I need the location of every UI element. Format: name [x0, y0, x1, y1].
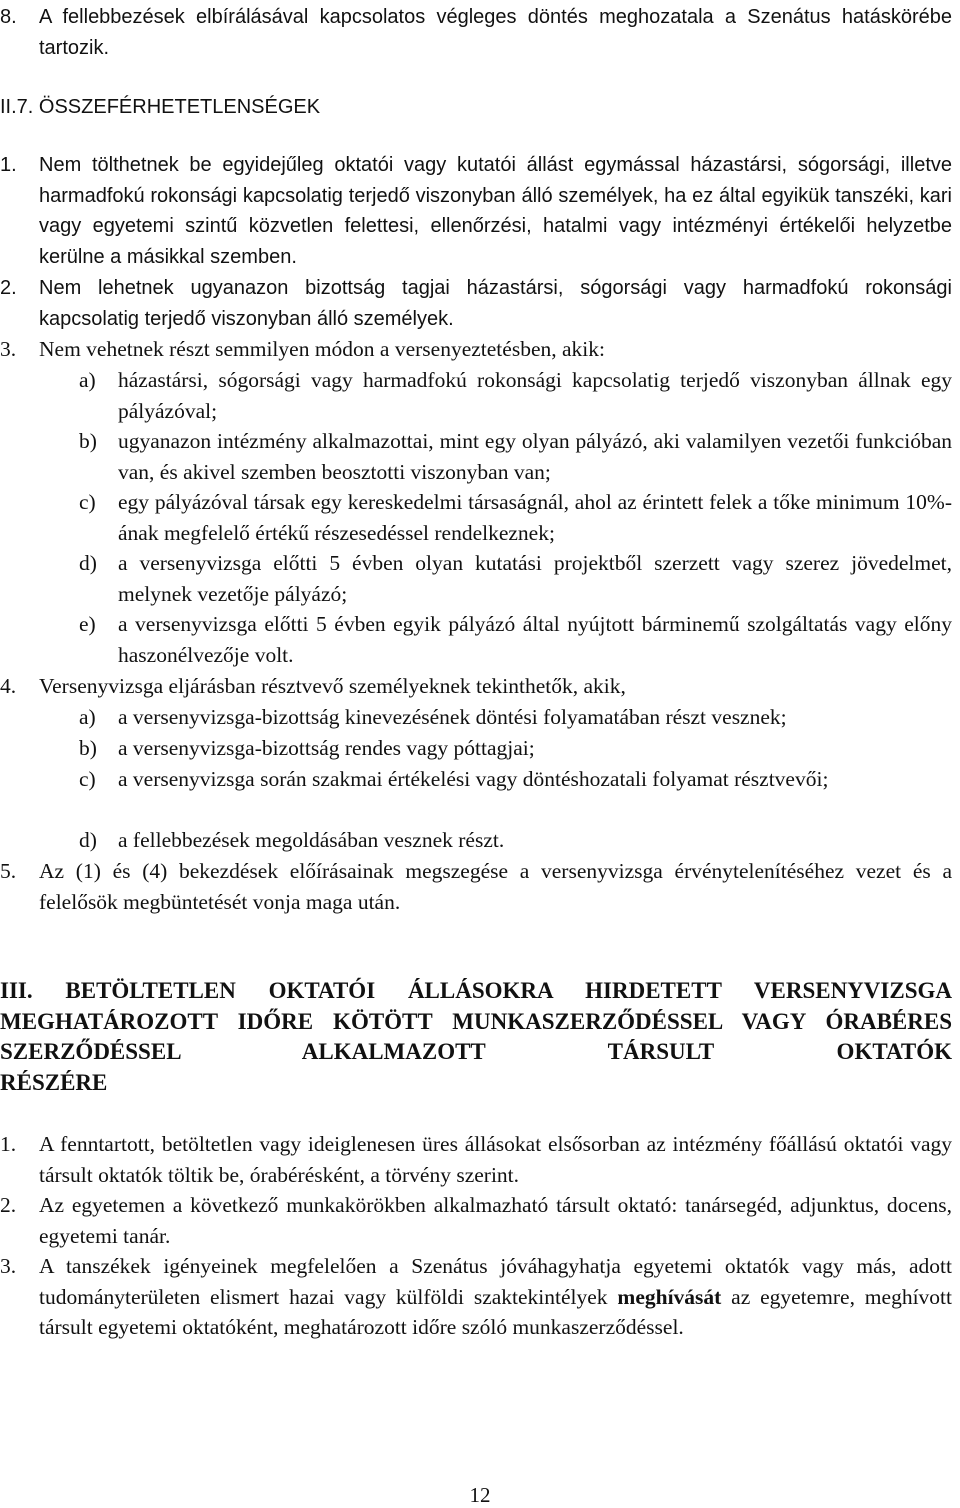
sub-item-letter: a) — [79, 368, 96, 392]
item-number: 8. — [0, 6, 17, 28]
sub-item — [79, 426, 952, 487]
list-item — [0, 2, 952, 63]
item-text: Az (1) és (4) bekezdések előírásainak megszegése a versenyvizsga érvénytelenítéséhez vezet és a felelősök megbüntetését vonja maga után. — [39, 859, 952, 914]
sub-item — [79, 365, 952, 426]
item-text: A fellebbezések elbírálásával kapcsolatos végleges döntés meghozatala a Szenátus hatáskörébe tartozik. — [39, 6, 952, 59]
list-item — [0, 334, 952, 365]
list-item — [0, 671, 952, 702]
sub-item-text: ugyanazon intézmény alkalmazottai, mint egy olyan pályázó, aki valamilyen vezetői funkcióban van, és akivel szemben beosztotti viszonyban van; — [118, 429, 952, 484]
sub-item-text: a fellebbezések megoldásában vesznek részt. — [118, 828, 505, 852]
sub-item-text: a versenyvizsga-bizottság rendes vagy póttagjai; — [118, 736, 535, 760]
item-number: 3. — [0, 337, 17, 361]
section-title: II.7. ÖSSZEFÉRHETETLENSÉGEK — [0, 96, 321, 118]
sub-item-text: házastársi, sógorsági vagy harmadfokú rokonsági kapcsolatig terjedő viszonyban állnak egy pályázóval; — [118, 368, 952, 423]
item-text — [39, 1251, 952, 1343]
sub-item-letter: c) — [79, 767, 96, 791]
list-item — [0, 150, 952, 272]
sub-item-letter: d) — [79, 828, 97, 852]
section-heading-last-line: RÉSZÉRE — [0, 1069, 108, 1095]
list-item — [0, 856, 952, 917]
list-item — [0, 1190, 952, 1251]
sub-item-text: egy pályázóval társak egy kereskedelmi társaságnál, ahol az érintett felek a tőke minimum 10%-ának megfelelő értékű részesedéssel rendelkeznek; — [118, 490, 952, 545]
item-number: 2. — [0, 277, 17, 299]
sub-item — [79, 487, 952, 548]
item-number: 4. — [0, 674, 17, 698]
item-text-bold: meghívását — [617, 1284, 722, 1309]
item-text: Az egyetemen a következő munkakörökben alkalmazható társult oktató: tanársegéd, adjunktus, docens, egyetemi tanár. — [39, 1193, 952, 1248]
item-number: 1. — [0, 154, 17, 176]
item-number: 1. — [0, 1132, 17, 1156]
section-heading-text: III. BETÖLTETLEN OKTATÓI ÁLLÁSOKRA HIRDETETT VERSENYVIZSGA MEGHATÁROZOTT IDŐRE KÖTÖTT MUNKASZERZŐDÉSSEL VAGY ÓRABÉRES SZERZŐDÉSSEL ALKALMAZOTT TÁRSULT OKTATÓK — [0, 978, 952, 1064]
sub-item-letter: b) — [79, 736, 97, 760]
sub-item — [79, 609, 952, 670]
item-text-start: A tanszékek igényeinek megfelelően a Szenátus jóváhagyhatja egyetemi oktatók vagy más, adott tudományterületen elismert hazai vagy külföldi szaktekintélyek — [39, 1254, 952, 1309]
sub-item-text: a versenyvizsga előtti 5 évben olyan kutatási projektből szerzett vagy szerez jövedelmet, melynek vezetője pályázó; — [118, 551, 952, 606]
sub-item-letter: a) — [79, 705, 96, 729]
item-text: A fenntartott, betöltetlen vagy ideiglenesen üres állásokat elsősorban az intézmény főállású oktatói vagy társult oktatók töltik be, órabérésként, a törvény szerint. — [39, 1132, 952, 1187]
sub-item — [79, 764, 952, 795]
sub-item-text: a versenyvizsga előtti 5 évben egyik pályázó által nyújtott bárminemű szolgáltatás vagy előny haszonélvezője volt. — [118, 612, 952, 667]
item-text: Nem lehetnek ugyanazon bizottság tagjai házastársi, sógorsági vagy harmadfokú rokonsági kapcsolatig terjedő viszonyban álló személyek. — [39, 277, 952, 330]
item-text: Nem tölthetnek be egyidejűleg oktatói vagy kutatói állást egymással házastársi, sógorsági, illetve harmadfokú rokonsági kapcsolatig terjedő viszonyban álló személyek, ha ez által egyikük tanszéki, kari vagy egyetemi szintű közvetlen felettesi, ellenőrzési, hatalmi vagy intézményi értékelői helyzetbe kerülne a másikkal szemben. — [39, 154, 952, 268]
list-item — [0, 1251, 952, 1343]
item-number: 5. — [0, 859, 17, 883]
sub-item-letter: b) — [79, 429, 97, 453]
item-text: Nem vehetnek részt semmilyen módon a versenyeztetésben, akik: — [39, 337, 605, 361]
sub-item — [79, 825, 952, 856]
item-text-end: az egyetemre, meghívott társult egyetemi oktatóként, meghatározott időre szóló munkaszerződéssel. — [39, 1284, 952, 1339]
sub-item — [79, 733, 952, 764]
sub-item — [79, 702, 952, 733]
sub-item-letter: e) — [79, 612, 96, 636]
sub-item — [79, 548, 952, 609]
sub-item-text: a versenyvizsga során szakmai értékelési vagy döntéshozatali folyamat résztvevői; — [118, 767, 829, 791]
list-item — [0, 273, 952, 334]
item-number: 2. — [0, 1193, 17, 1217]
item-text: Versenyvizsga eljárásban résztvevő személyeknek tekinthetők, akik, — [39, 674, 626, 698]
sub-item-text: a versenyvizsga-bizottság kinevezésének döntési folyamatában részt vesznek; — [118, 705, 787, 729]
list-item — [0, 1129, 952, 1190]
section-heading — [0, 976, 952, 1098]
page-number: 12 — [469, 1483, 491, 1507]
sub-item-letter: d) — [79, 551, 97, 575]
item-number: 3. — [0, 1254, 17, 1278]
sub-item-letter: c) — [79, 490, 96, 514]
